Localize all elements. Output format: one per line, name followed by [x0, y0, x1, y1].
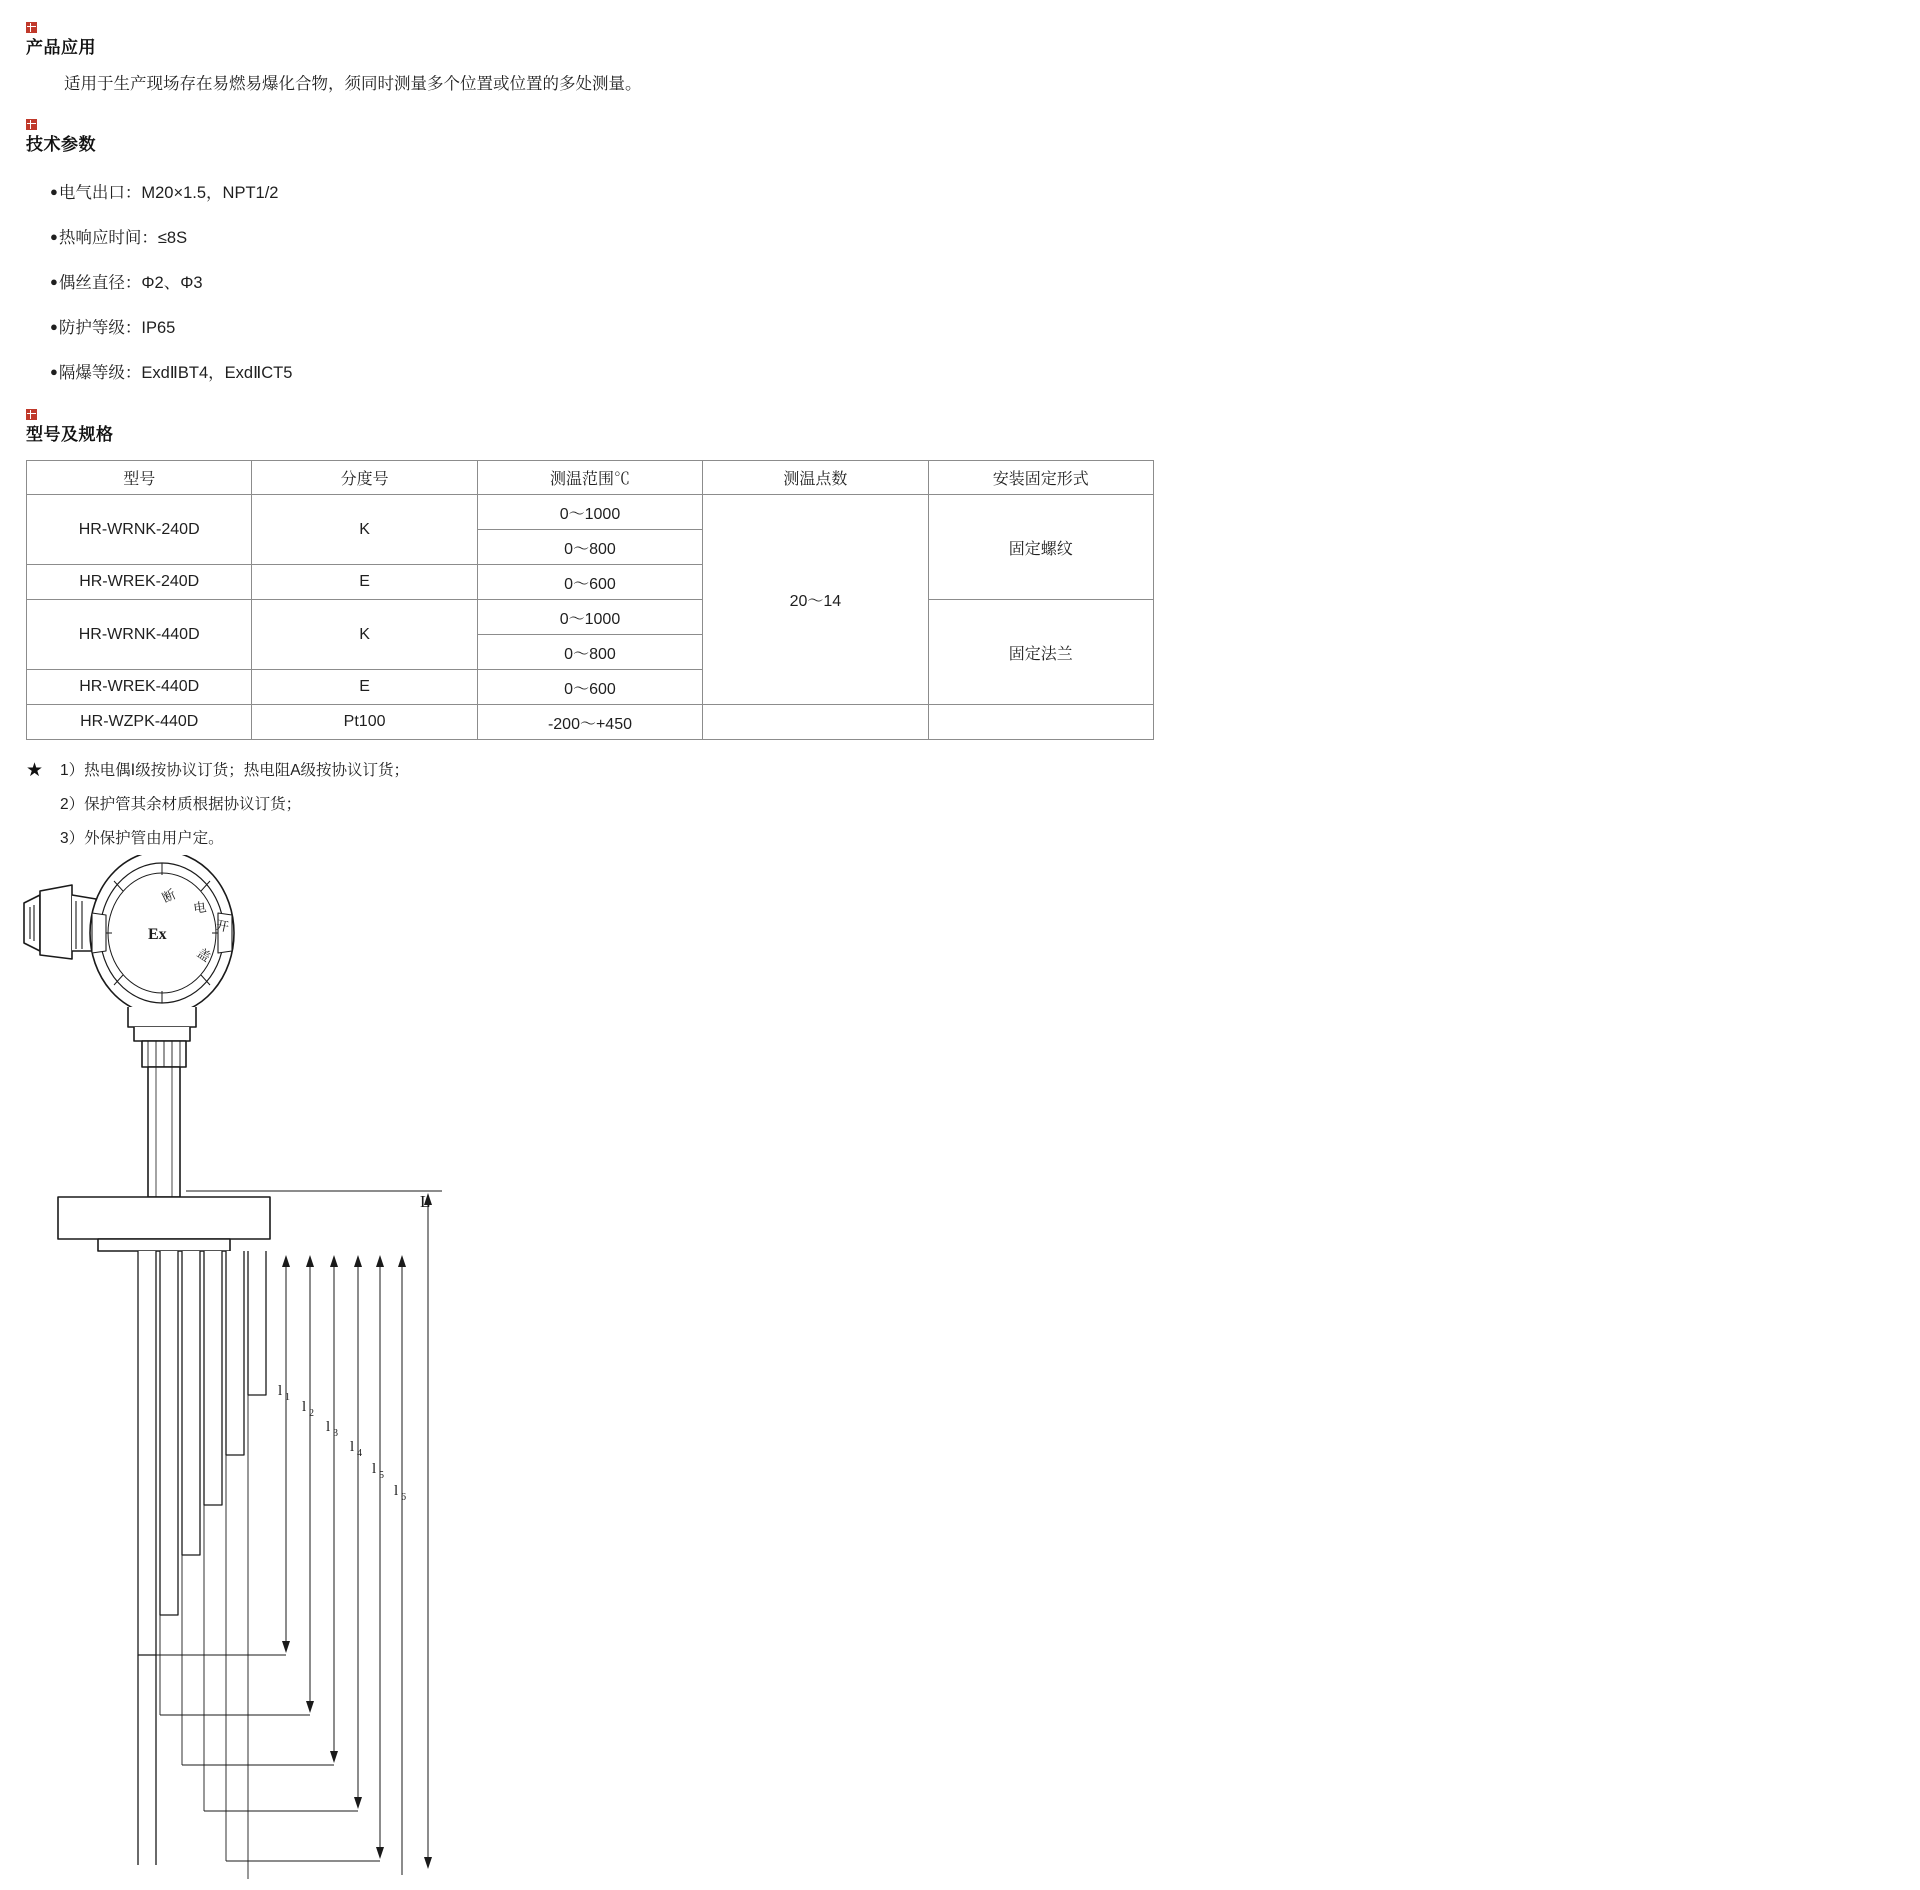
dim-label-l4: l — [350, 1439, 355, 1455]
table-row — [27, 705, 1154, 740]
bullet-icon: ● — [50, 319, 58, 334]
dim-label-l2: l — [302, 1399, 307, 1415]
protection-tubes-group — [138, 1251, 266, 1655]
table-row — [27, 600, 1154, 635]
cell-model: HR-WRNK-440D — [27, 600, 252, 670]
bullet-icon: ● — [50, 274, 58, 289]
tech-spec-text: 电气出口：M20×1.5，NPT1/2 — [58, 184, 279, 202]
ex-label: Ex — [148, 926, 167, 943]
svg-text:断: 断 — [159, 886, 179, 906]
dim-sub-6: 6 — [401, 1492, 406, 1503]
cell-range: 0～600 — [477, 565, 702, 600]
svg-text:电: 电 — [192, 899, 208, 916]
tube-extensions-group — [138, 1655, 156, 1865]
section-marker-icon — [26, 22, 37, 33]
section-tech-title: 技术参数 — [26, 135, 96, 154]
section-application-heading — [26, 22, 1920, 59]
cell-range: 0～800 — [477, 635, 702, 670]
dim-sub-3: 3 — [333, 1428, 338, 1439]
table-header-row — [27, 461, 1154, 495]
section-marker-icon — [26, 119, 37, 130]
dim-sub-5: 5 — [379, 1470, 384, 1481]
star-icon: ★ — [26, 760, 44, 781]
spec-table — [26, 460, 1154, 740]
cell-points: 20～14 — [703, 495, 928, 705]
cell-points-empty — [703, 705, 928, 740]
cell-grade: K — [252, 600, 477, 670]
list-item — [50, 305, 1920, 350]
flange-group — [58, 1197, 270, 1251]
cell-grade: E — [252, 565, 477, 600]
svg-text:开: 开 — [214, 917, 231, 935]
dim-label-l3: l — [326, 1419, 331, 1435]
table-header-cell: 分度号 — [252, 461, 477, 495]
cell-model: HR-WREK-240D — [27, 565, 252, 600]
cell-grade: K — [252, 495, 477, 565]
section-tech-heading — [26, 119, 1920, 156]
cell-model: HR-WREK-440D — [27, 670, 252, 705]
dim-label-l5: l — [372, 1461, 377, 1477]
note-text: 2）保护管其余材质根据协议订货； — [60, 796, 302, 813]
cell-grade: E — [252, 670, 477, 705]
table-row — [27, 495, 1154, 530]
dim-sub-1: 1 — [285, 1392, 290, 1403]
tech-spec-text: 偶丝直径：Φ2、Φ3 — [58, 274, 203, 292]
cell-range: 0～1000 — [477, 600, 702, 635]
section-application-text: 适用于生产现场存在易燃易爆化合物，须同时测量多个位置或位置的多处测量。 — [64, 75, 642, 93]
notes-block — [26, 754, 1920, 856]
dim-label-l1: l — [278, 1383, 283, 1399]
product-technical-drawing — [10, 855, 570, 1885]
dim-sub-2: 2 — [309, 1408, 314, 1419]
section-marker-icon — [26, 409, 37, 420]
table-header-cell: 测温点数 — [703, 461, 928, 495]
table-header-cell: 测温范围℃ — [477, 461, 702, 495]
cell-range: -200～+450 — [477, 705, 702, 740]
cell-model: HR-WRNK-240D — [27, 495, 252, 565]
svg-text:盖: 盖 — [194, 945, 214, 965]
cell-range: 0～1000 — [477, 495, 702, 530]
note-text: 3）外保护管由用户定。 — [60, 830, 224, 847]
list-item — [50, 170, 1920, 215]
cell-range: 0～800 — [477, 530, 702, 565]
dim-label-L: L — [420, 1192, 431, 1211]
cell-grade: Pt100 — [252, 705, 477, 740]
tech-spec-text: 防护等级：IP65 — [58, 319, 176, 337]
tech-spec-text: 热响应时间：≤8S — [58, 229, 188, 247]
list-item — [26, 754, 1920, 788]
list-item — [50, 260, 1920, 305]
list-item — [50, 350, 1920, 395]
cell-mount-flange: 固定法兰 — [928, 600, 1153, 705]
note-text: 1）热电偶Ⅰ级按协议订货；热电阻A级按协议订货； — [60, 762, 410, 779]
tech-spec-list — [50, 170, 1920, 395]
cell-model: HR-WZPK-440D — [27, 705, 252, 740]
bullet-icon: ● — [50, 364, 58, 379]
table-header-cell: 型号 — [27, 461, 252, 495]
dimension-labels — [278, 1192, 430, 1503]
dim-sub-4: 4 — [357, 1448, 362, 1459]
section-models-title: 型号及规格 — [26, 425, 114, 444]
bullet-icon: ● — [50, 184, 58, 199]
dim-label-l6: l — [394, 1483, 399, 1499]
bullet-icon: ● — [50, 229, 58, 244]
nipple-group — [142, 1041, 186, 1197]
table-header-cell: 安装固定形式 — [928, 461, 1153, 495]
list-item — [60, 822, 1920, 856]
section-application-title: 产品应用 — [26, 38, 96, 57]
cell-range: 0～600 — [477, 670, 702, 705]
list-item — [60, 788, 1920, 822]
section-models-heading — [26, 409, 1920, 446]
cell-mount-thread: 固定螺纹 — [928, 495, 1153, 600]
cell-mount-empty — [928, 705, 1153, 740]
tech-spec-text: 隔爆等级：ExdⅡBT4，ExdⅡCT5 — [58, 364, 293, 382]
drawing-svg — [10, 855, 570, 1885]
list-item — [50, 215, 1920, 260]
